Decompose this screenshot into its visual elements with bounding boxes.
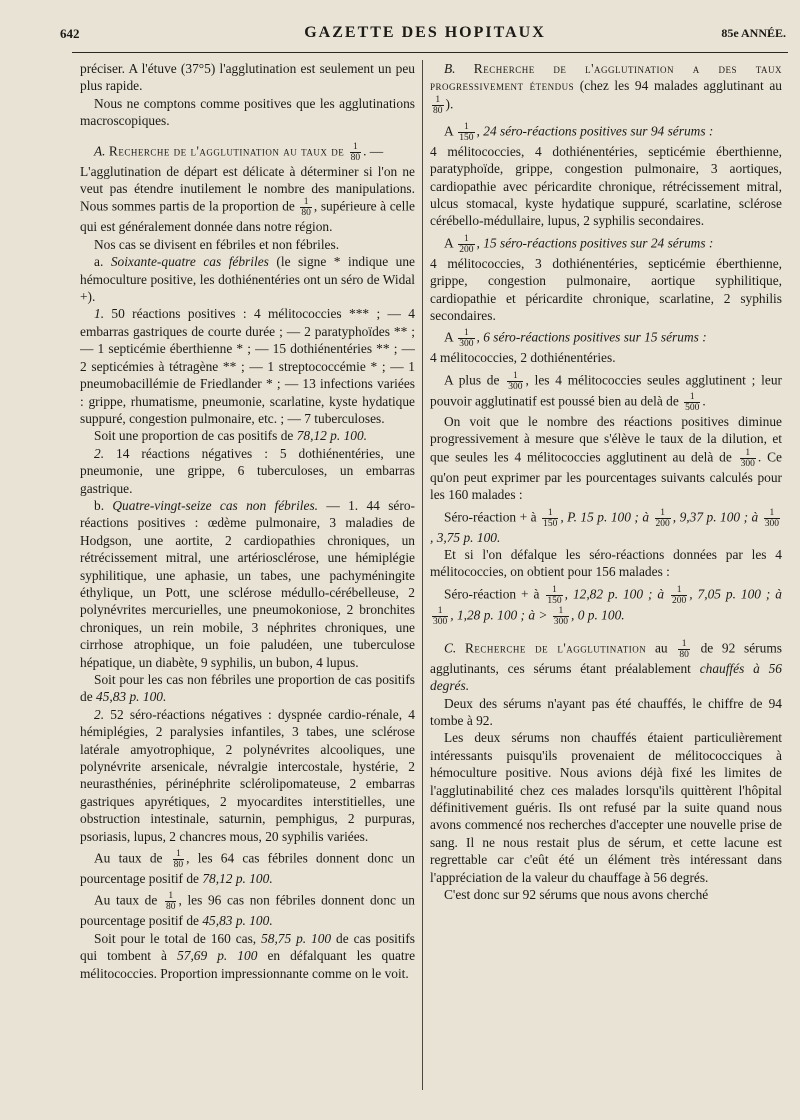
page-header [60,22,790,46]
paragraph: A $\frac{1}{300}$ , 6 séro-réactions positives sur 15 sérums : [444,328,707,350]
paragraph: Soit une proportion de cas positifs de 78,12 p. 100. [94,428,368,444]
fraction: $\frac{1}{300}$ [764,507,779,529]
fraction: $\frac{1}{500}$ [685,391,700,413]
fraction: $\frac{1}{80}$ [350,141,361,163]
fraction: $\frac{1}{150}$ [459,121,474,143]
paragraph: 4 mélitococcies, 2 dothiénentéries. [430,350,616,366]
paragraph: 4 mélitococcies, 3 dothiénentéries, septicémie éberthienne, grippe, congestion pulmonaire, aortique syphilitique, cardiopathie et péricardite chronique, scarlatine, 2 syphilis secondaires. [430,255,782,324]
column-divider [422,60,423,1090]
fraction: $\frac{1}{80}$ [433,94,443,116]
paragraph: 1. 50 réactions positives : 4 mélitococcies *** ; — 4 embarras gastriques de courte durée ; — 2 paratyphoïdes ** ; — 1 septicémie éberthienne * ; — 15 dothiénentéries ** ; — 2 septicémies à tétragène ** ; — 1 streptococcémie * ; — 1 pneumobacillémie de Friedlander * ; — 13 infections variées : grippe, rhumatisme, pneumonie, scarlatine, kyste hydatique suppuré, congestion pulmonaire, etc. ; — 7 tuberculoses. [80,306,415,426]
paragraph: Deux des sérums n'ayant pas été chauffés, le chiffre de 94 tombe à 92. [430,695,782,728]
paragraph: L'agglutination de départ est délicate à déterminer si l'on ne veut pas étendre inutilement le nombre des manipulations. Nous sommes partis de la proportion de $\frac{1}{80}$ , supérieure à celle qui est généralement donnée dans notre région. [80,163,415,235]
fraction: $\frac{1}{80}$ [679,638,689,660]
paragraph: 2. 52 séro-réactions négatives : dyspnée cardio-rénale, 4 hémiplégies, 2 paralysies infantiles, 3 tabes, une sclérose latérale amyotrophique, 2 polynévrites alcooliques, une polynévrite arsenicale, névralgie intercostale, hystérie, 2 neurasthénies, périnéphrite sclérolipomateuse, 2 embarras gastriques apyrétiques, 2 myocardites interstitielles, une obstruction intestinale, saturnin, pemphigus, 2 purpuras, psoriasis, lupus, 2 chancres mous, 20 syphilis variées. [80,706,415,844]
fraction: $\frac{1}{300}$ [508,370,523,392]
paragraph: On voit que le nombre des réactions positives diminue progressivement à mesure que s'élève le taux de la dilution, et que seules les 4 mélitococcies agglutinent au delà de $\frac{1}{300}$ . Ce qu'on peut exprimer par les pourcentages suivants calculés pour les 160 malades : [430,413,782,503]
fraction: $\frac{1}{150}$ [543,507,558,529]
paragraph: Et si l'on défalque les séro-réactions données par les 4 mélitococcies, on obtient pour 156 malades : [430,546,782,580]
paragraph: Soit pour les cas non fébriles une proportion de cas positifs de 45,83 p. 100. [80,672,415,705]
fraction: $\frac{1}{300}$ [740,447,755,469]
paragraph: b. Quatre-vingt-seize cas non fébriles. — 1. 44 séro-réactions positives : œdème pulmonaire, 3 maladies de Hodgson, une aortite, 2 cardiopathies chroniques, un rétrécissement mitral, une artériosclérose, une hémiplégie syphilitique, une aphasie, un tabes, une pachyméningite éthylique, un Pott, une sclérose médullo-cérébelleuse, 2 polynévrites mercurielles, une pneumokoniose, 2 bronchites chroniques, un rein mobile, 3 néphrites chroniques, une cirrhose atrophique, un foie paludéen, une tuberculose hépatique, un diabète, 9 syphilis, un bubon, 4 lupus. [80,497,415,670]
fraction: $\frac{1}{300}$ [553,605,569,627]
paragraph: Au taux de $\frac{1}{80}$ , les 64 cas fébriles donnent donc un pourcentage positif de 78,12 p. 100. [80,849,415,887]
fraction: $\frac{1}{300}$ [459,328,474,350]
fraction: $\frac{1}{80}$ [165,891,176,913]
fraction: $\frac{1}{80}$ [173,849,184,871]
left-column [80,60,415,1108]
fraction: $\frac{1}{80}$ [301,197,311,219]
paragraph: A $\frac{1}{150}$ , 24 séro-réactions positives sur 94 sérums : [444,121,714,143]
paragraph: Au taux de $\frac{1}{80}$ , les 96 cas non fébriles donnent donc un pourcentage positif de 45,83 p. 100. [80,891,415,929]
section-a-heading: A. Recherche de l'agglutination au taux de $\frac{1}{80}$ . — [94,141,384,163]
paragraph: Séro-réaction + à $\frac{1}{150}$ , P. 15 p. 100 ; à $\frac{1}{200}$ , 9,37 p. 100 ; à $\frac{1}{300}$ , 3,75 p. 100. [430,507,779,545]
volume-year: 85e ANNÉE. [721,26,786,40]
header-rule [72,52,788,53]
paragraph: 4 mélitococcies, 4 dothiénentéries, septicémie éberthienne, paratyphoïde, grippe, congestion pulmonaire, 3 aortiques, cardiopathie avec péricardite chronique, rétrécissement mitral, ulcus stomacal, kyste hydatique suppuré, scarlatine, sclérose cérébello-médullaire, lupus, 2 syphilis secondaires. [430,143,782,229]
page-number: 642 [60,26,80,41]
fraction: $\frac{1}{200}$ [672,584,687,606]
paragraph: Nous ne comptons comme positives que les agglutinations macroscopiques. [80,95,415,129]
fraction: $\frac{1}{150}$ [547,584,562,606]
paragraph: A $\frac{1}{200}$ , 15 séro-réactions positives sur 24 sérums : [444,233,714,255]
paragraph: a. Soixante-quatre cas fébriles (le signe * indique une hémoculture positive, les dothiénentéries ont un séro de Widal +). [80,254,415,305]
paragraph: Séro-réaction + à $\frac{1}{150}$ , 12,82 p. 100 ; à $\frac{1}{200}$ , 7,05 p. 100 ; à $\frac{1}{300}$ , 1,28 p. 100 ; à > $\frac{1}{300}$ , 0 p. 100. [433,584,782,627]
paragraph: préciser. A l'étuve (37°5) l'agglutination est seulement un peu plus rapide. [80,61,415,94]
paragraph: Les deux sérums non chauffés étaient particulièrement intéressants puisqu'ils provenaient de mélitococciques à hémoculture positive. Nous avions déjà fixé les limites de l'agglutinabilité chez ces malades lorsqu'ils quittèrent l'hôpital définitivement guéris. Ils ont refusé par la suite quand nous avons commencé nos recherches d'accepter une nouvelle prise de sang. Il ne nous restait plus de sérum, et cette lacune est regrettable car c'eût été un élément très intéressant dans l'appréciation de la valeur du chauffage à 56 degrés. [430,730,782,885]
paragraph: 2. 14 réactions négatives : 5 dothiénentéries, une pneumonie, une grippe, 6 tuberculoses, un embarras gastrique. [80,445,415,496]
paragraph: A plus de $\frac{1}{300}$ , les 4 mélitococcies seules agglutinent ; leur pouvoir agglutinatif est poussé bien au delà de $\frac{1}{500}$ . [430,370,782,413]
fraction: $\frac{1}{300}$ [433,605,448,627]
fraction: $\frac{1}{200}$ [459,233,474,255]
running-title: GAZETTE DES HOPITAUX [304,24,546,41]
section-c-heading: C. Recherche de l'agglutination au $\frac{1}{80}$ de 92 sérums agglutinants, ces sérums étant préalablement chauffés à 56 degrés. [430,638,782,694]
paragraph: Soit pour le total de 160 cas, 58,75 p. 100 de cas positifs qui tombent à 57,69 p. 100 en défalquant les quatre mélitococcies. Proportion impressionnante comme on le voit. [80,930,415,981]
paragraph: C'est donc sur 92 sérums que nous avons cherché [444,887,709,902]
fraction: $\frac{1}{200}$ [655,507,670,529]
paragraph: Nos cas se divisent en fébriles et non fébriles. [94,236,340,252]
section-b-heading: B. Recherche de l'agglutination a des taux progressivement étendus (chez les 94 malades agglutinant au $\frac{1}{80}$ ). [430,61,782,116]
right-column [430,60,782,1108]
